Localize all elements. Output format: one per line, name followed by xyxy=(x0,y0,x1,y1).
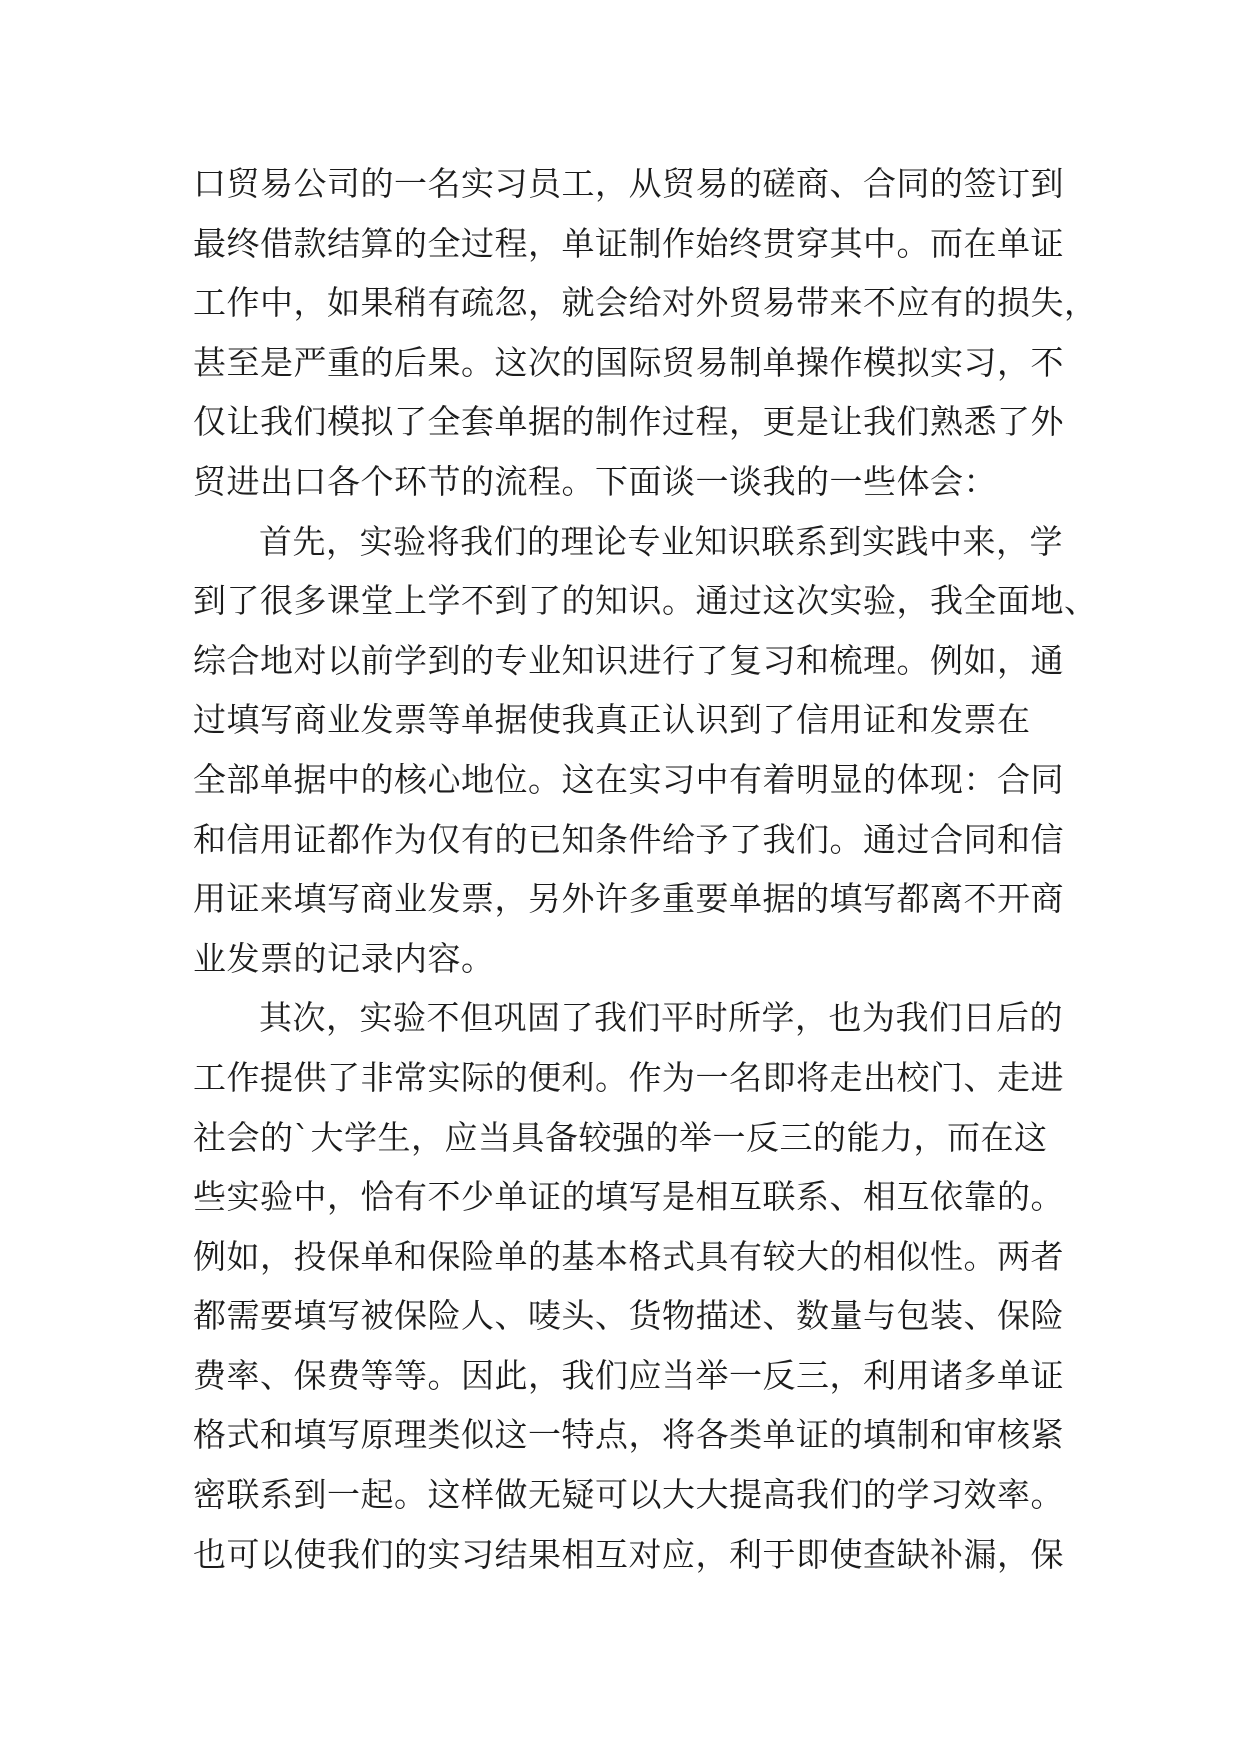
document-body xyxy=(193,154,1098,1584)
paragraph-3-line-7: 费率、保费等等。因此，我们应当举一反三，利用诸多单证 xyxy=(193,1355,1064,1395)
paragraph-3-line-8: 格式和填写原理类似这一特点，将各类单证的填制和审核紧 xyxy=(193,1415,1064,1455)
paragraph-3-line-1: 其次，实验不但巩固了我们平时所学，也为我们日后的 xyxy=(259,998,1063,1038)
paragraph-2-line-4: 过填写商业发票等单据使我真正认识到了信用证和发票在 xyxy=(193,700,1031,740)
paragraph-2-line-3: 综合地对以前学到的专业知识进行了复习和梳理。例如，通 xyxy=(193,640,1064,680)
paragraph-2-line-5: 全部单据中的核心地位。这在实习中有着明显的体现：合同 xyxy=(193,759,1064,799)
paragraph-2-line-8: 业发票的记录内容。 xyxy=(193,938,495,978)
paragraph-1-line-1: 口贸易公司的一名实习员工，从贸易的磋商、合同的签订到 xyxy=(193,164,1064,203)
paragraph-3-line-3: 社会的`大学生，应当具备较强的举一反三的能力，而在这 xyxy=(193,1117,1048,1157)
paragraph-3-line-4: 些实验中，恰有不少单证的填写是相互联系、相互依靠的。 xyxy=(193,1177,1064,1217)
paragraph-2-line-7: 用证来填写商业发票，另外许多重要单据的填写都离不开商 xyxy=(193,879,1064,919)
paragraph-3-line-10: 也可以使我们的实习结果相互对应，利于即使查缺补漏，保 xyxy=(193,1534,1064,1574)
paragraph-2-line-2: 到了很多课堂上学不到了的知识。通过这次实验，我全面地、 xyxy=(193,581,1098,621)
paragraph-2-line-6: 和信用证都作为仅有的已知条件给予了我们。通过合同和信 xyxy=(193,819,1064,859)
paragraph-1-line-5: 仅让我们模拟了全套单据的制作过程，更是让我们熟悉了外 xyxy=(193,402,1064,442)
paragraph-1-line-6: 贸进出口各个环节的流程。下面谈一谈我的一些体会： xyxy=(193,461,997,501)
paragraph-3-line-2: 工作提供了非常实际的便利。作为一名即将走出校门、走进 xyxy=(193,1057,1064,1097)
paragraph-1-line-4: 甚至是严重的后果。这次的国际贸易制单操作模拟实习，不 xyxy=(193,342,1064,382)
paragraph-1-line-3: 工作中，如果稍有疏忽，就会给对外贸易带来不应有的损失， xyxy=(193,283,1098,323)
paragraph-3-line-6: 都需要填写被保险人、唛头、货物描述、数量与包装、保险 xyxy=(193,1296,1064,1336)
paragraph-3-line-9: 密联系到一起。这样做无疑可以大大提高我们的学习效率。 xyxy=(193,1475,1064,1515)
paragraph-2-line-1: 首先，实验将我们的理论专业知识联系到实践中来，学 xyxy=(259,521,1063,561)
paragraph-1-line-2: 最终借款结算的全过程，单证制作始终贯穿其中。而在单证 xyxy=(193,223,1064,263)
paragraph-3-line-5: 例如，投保单和保险单的基本格式具有较大的相似性。两者 xyxy=(193,1236,1064,1276)
